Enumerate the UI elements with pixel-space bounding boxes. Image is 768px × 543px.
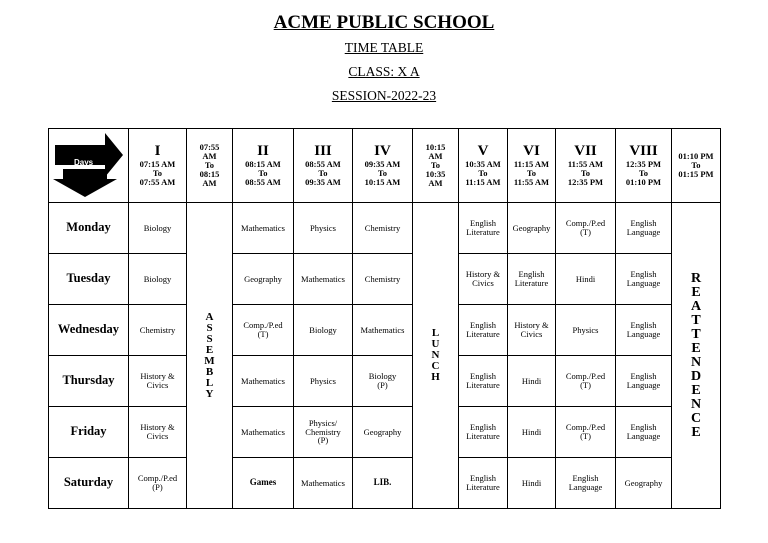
subject-cell bbox=[294, 407, 353, 458]
subject-text: Comp./P.ed bbox=[243, 320, 283, 331]
subject-text: English bbox=[470, 320, 496, 331]
school-name: ACME PUBLIC SCHOOL bbox=[273, 12, 495, 33]
period-header bbox=[672, 129, 721, 203]
break-letter: T bbox=[691, 312, 701, 328]
subject-text: English bbox=[630, 269, 657, 280]
subject-text: Language bbox=[626, 278, 661, 288]
subject-text: Mathematics bbox=[360, 324, 405, 335]
subject-text: (T) bbox=[580, 227, 591, 237]
period-number: VI bbox=[523, 142, 540, 159]
subject-text: Hindi bbox=[521, 375, 542, 386]
subject-cell bbox=[129, 458, 187, 509]
break-letter: C bbox=[431, 360, 440, 372]
period-number: II bbox=[257, 142, 269, 159]
subject-text: Comp./P.ed bbox=[565, 218, 606, 229]
subject-text: English bbox=[630, 422, 657, 433]
period-time: AM bbox=[428, 151, 443, 162]
subject-text: Literature bbox=[466, 431, 500, 441]
subject-text: History & bbox=[140, 422, 175, 433]
subject-cell bbox=[556, 356, 616, 407]
break-letter: R bbox=[690, 270, 702, 286]
day-row bbox=[49, 356, 721, 407]
subject-text: Comp./P.ed bbox=[565, 371, 606, 382]
session-label: SESSION-2022-23 bbox=[331, 88, 437, 103]
subject-text: LIB. bbox=[373, 477, 392, 488]
subject-cell bbox=[294, 254, 353, 305]
subject-cell bbox=[129, 356, 187, 407]
subject-text: Physics bbox=[572, 324, 599, 335]
day-label: Thursday bbox=[49, 356, 129, 407]
timetable bbox=[48, 128, 721, 509]
subject-text: Literature bbox=[466, 482, 500, 492]
period-time: 08:15 AM bbox=[245, 159, 281, 170]
day-label: Friday bbox=[49, 407, 129, 458]
period-time: To bbox=[430, 160, 441, 171]
subject-text: Mathematics bbox=[241, 375, 285, 386]
period-header bbox=[556, 129, 616, 203]
period-time: 01:15 PM bbox=[678, 168, 714, 179]
subject-text: (T) bbox=[580, 431, 591, 441]
period-header bbox=[294, 129, 353, 203]
subject-cell bbox=[353, 305, 413, 356]
class-label: CLASS: X A bbox=[348, 64, 420, 79]
subject-cell bbox=[459, 458, 508, 509]
assembly-break bbox=[187, 203, 233, 509]
period-time: 11:55 AM bbox=[567, 159, 604, 170]
document-title: TIME TABLE bbox=[344, 40, 424, 55]
subject-cell bbox=[233, 458, 294, 509]
day-row bbox=[49, 407, 721, 458]
subject-cell bbox=[353, 407, 413, 458]
subject-cell bbox=[353, 356, 413, 407]
subject-cell bbox=[616, 356, 672, 407]
day-row bbox=[49, 254, 721, 305]
subject-text: Geography bbox=[244, 273, 282, 284]
subject-text: (P) bbox=[152, 482, 163, 492]
day-label: Monday bbox=[49, 203, 129, 254]
subject-text: Biology bbox=[143, 273, 172, 284]
break-letter: E bbox=[691, 382, 701, 398]
subject-cell bbox=[129, 305, 187, 356]
break-letter: C bbox=[690, 410, 702, 426]
period-time: 10:15 bbox=[425, 142, 446, 153]
period-time: 07:55 bbox=[199, 142, 220, 153]
subject-text: History & bbox=[140, 371, 175, 382]
period-time: To bbox=[478, 168, 488, 179]
period-time: To bbox=[258, 168, 268, 179]
subject-cell bbox=[556, 254, 616, 305]
period-time: To bbox=[691, 160, 701, 171]
subject-text: Comp./P.ed bbox=[565, 422, 606, 433]
subject-cell bbox=[616, 203, 672, 254]
break-letter: Y bbox=[205, 387, 214, 400]
subject-cell bbox=[616, 254, 672, 305]
subject-cell bbox=[459, 254, 508, 305]
period-number: VIII bbox=[629, 142, 658, 159]
period-time: 12:35 PM bbox=[625, 159, 662, 170]
subject-cell bbox=[556, 203, 616, 254]
subject-text: Civics bbox=[146, 431, 169, 441]
subject-text: Civics bbox=[520, 329, 543, 339]
subject-text: Language bbox=[568, 482, 603, 492]
subject-text: Chemistry bbox=[305, 426, 341, 437]
subject-text: Mathematics bbox=[301, 273, 345, 284]
subject-cell bbox=[294, 458, 353, 509]
subject-text: Language bbox=[626, 380, 661, 390]
subject-text: English bbox=[518, 269, 545, 280]
subject-cell bbox=[508, 458, 556, 509]
subject-text: Language bbox=[626, 227, 661, 237]
subject-text: English bbox=[630, 371, 657, 382]
subject-text: Literature bbox=[466, 380, 500, 390]
corner-cell bbox=[49, 129, 129, 203]
break-letter: E bbox=[691, 424, 701, 440]
break-letter: S bbox=[206, 332, 213, 345]
break-letter: A bbox=[205, 310, 214, 323]
break-letter: N bbox=[690, 396, 702, 412]
subject-text: Chemistry bbox=[139, 324, 176, 335]
subject-text: Games bbox=[249, 477, 277, 488]
break-letter: E bbox=[691, 284, 701, 300]
subject-text: Geography bbox=[363, 426, 402, 437]
break-letter: S bbox=[206, 321, 213, 334]
subject-text: (P) bbox=[317, 435, 329, 446]
subject-text: Hindi bbox=[521, 477, 542, 488]
subject-text: Physics bbox=[310, 375, 336, 386]
subject-text: Mathematics bbox=[241, 426, 285, 437]
break-letter: U bbox=[431, 338, 440, 350]
subject-cell bbox=[508, 356, 556, 407]
period-number: III bbox=[314, 142, 332, 159]
break-letter: A bbox=[690, 298, 702, 314]
period-time: 01:10 PM bbox=[625, 177, 662, 188]
day-label: Wednesday bbox=[49, 305, 129, 356]
subject-text: Geography bbox=[512, 222, 551, 233]
period-time: 07:15 AM bbox=[139, 159, 176, 170]
period-time: To bbox=[377, 168, 388, 179]
subject-text: Mathematics bbox=[241, 222, 285, 233]
subject-cell bbox=[233, 305, 294, 356]
break-letter: L bbox=[431, 327, 440, 339]
subject-text: Mathematics bbox=[301, 477, 345, 488]
subject-cell bbox=[508, 254, 556, 305]
subject-cell bbox=[459, 407, 508, 458]
period-number: IV bbox=[374, 142, 391, 159]
day-label: Saturday bbox=[49, 458, 129, 509]
subject-text: English bbox=[470, 218, 496, 229]
period-time: To bbox=[580, 168, 591, 179]
period-time: 08:15 bbox=[199, 168, 220, 179]
subject-cell bbox=[459, 356, 508, 407]
subject-cell bbox=[129, 254, 187, 305]
subject-text: Hindi bbox=[575, 273, 596, 284]
period-header bbox=[508, 129, 556, 203]
period-time: 11:15 AM bbox=[513, 159, 550, 170]
subject-text: Geography bbox=[624, 477, 663, 488]
subject-text: Hindi bbox=[521, 426, 542, 437]
period-time: To bbox=[638, 168, 649, 179]
break-letter: E bbox=[691, 340, 701, 356]
period-time: 11:15 AM bbox=[465, 177, 501, 188]
break-letter: N bbox=[690, 354, 702, 370]
break-letter: L bbox=[205, 376, 214, 389]
subject-text: Biology bbox=[368, 371, 397, 382]
subject-text: Chemistry bbox=[364, 222, 401, 233]
subject-text: Civics bbox=[146, 380, 169, 390]
subject-text: (T) bbox=[257, 329, 269, 339]
subject-cell bbox=[353, 254, 413, 305]
subject-text: (T) bbox=[580, 380, 591, 390]
subject-cell bbox=[459, 203, 508, 254]
period-header bbox=[187, 129, 233, 203]
period-time: 01:10 PM bbox=[678, 151, 714, 162]
subject-text: Literature bbox=[466, 329, 500, 339]
period-time: 11:55 AM bbox=[513, 177, 550, 188]
day-row bbox=[49, 203, 721, 254]
subject-cell bbox=[616, 458, 672, 509]
period-number: V bbox=[477, 142, 489, 159]
subject-cell bbox=[616, 407, 672, 458]
subject-text: English bbox=[630, 320, 657, 331]
subject-text: Physics bbox=[310, 222, 336, 233]
subject-text: Language bbox=[626, 329, 661, 339]
subject-text: History & bbox=[514, 320, 549, 331]
header-row bbox=[49, 129, 721, 203]
subject-cell bbox=[233, 203, 294, 254]
period-time: To bbox=[318, 168, 328, 179]
period-time: 12:35 PM bbox=[567, 177, 604, 188]
subject-text: Biology bbox=[309, 324, 337, 335]
period-header bbox=[129, 129, 187, 203]
period-number: VII bbox=[574, 142, 597, 159]
lunch-break bbox=[413, 203, 459, 509]
break-letter: N bbox=[431, 349, 440, 361]
break-letter: B bbox=[205, 365, 214, 378]
subject-cell bbox=[294, 356, 353, 407]
subject-text: Chemistry bbox=[364, 273, 401, 284]
subject-text: English bbox=[630, 218, 657, 229]
subject-cell bbox=[129, 407, 187, 458]
subject-cell bbox=[294, 203, 353, 254]
subject-cell bbox=[353, 203, 413, 254]
period-time: AM bbox=[428, 177, 443, 188]
subject-cell bbox=[294, 305, 353, 356]
subject-cell bbox=[556, 305, 616, 356]
period-time: 07:55 AM bbox=[139, 177, 176, 188]
break-letter: D bbox=[690, 368, 702, 384]
days-label: Days bbox=[74, 158, 94, 167]
day-row bbox=[49, 305, 721, 356]
period-time: 09:35 AM bbox=[364, 159, 401, 170]
subject-text: History & bbox=[465, 269, 501, 280]
period-header bbox=[459, 129, 508, 203]
break-letter: T bbox=[691, 326, 701, 342]
subject-cell bbox=[508, 203, 556, 254]
subject-cell bbox=[233, 407, 294, 458]
period-time: To bbox=[152, 168, 163, 179]
subject-cell bbox=[616, 305, 672, 356]
period-time: To bbox=[526, 168, 537, 179]
day-label: Tuesday bbox=[49, 254, 129, 305]
subject-text: Literature bbox=[466, 227, 500, 237]
subject-text: English bbox=[470, 422, 496, 433]
subject-text: Comp./P.ed bbox=[137, 473, 178, 484]
subject-text: Civics bbox=[472, 278, 494, 288]
subject-cell bbox=[233, 254, 294, 305]
period-time: 08:55 AM bbox=[245, 177, 281, 188]
break-letter: E bbox=[205, 343, 214, 356]
period-header bbox=[353, 129, 413, 203]
period-time: 10:15 AM bbox=[364, 177, 401, 188]
subject-cell bbox=[233, 356, 294, 407]
reattendence-break bbox=[672, 203, 721, 509]
subject-cell bbox=[556, 458, 616, 509]
subject-cell bbox=[353, 458, 413, 509]
period-time: 08:55 AM bbox=[305, 159, 341, 170]
period-time: 10:35 bbox=[425, 168, 446, 179]
subject-cell bbox=[508, 407, 556, 458]
period-time: 09:35 AM bbox=[305, 177, 341, 188]
subject-cell bbox=[508, 305, 556, 356]
subject-text: English bbox=[470, 473, 496, 484]
period-time: AM bbox=[202, 177, 217, 188]
period-time: AM bbox=[202, 151, 217, 162]
subject-text: Literature bbox=[514, 278, 549, 288]
period-time: 10:35 AM bbox=[465, 159, 501, 170]
period-header bbox=[413, 129, 459, 203]
subject-text: English bbox=[470, 371, 496, 382]
subject-text: Physics/ bbox=[308, 417, 338, 428]
period-time: To bbox=[204, 160, 215, 171]
period-header bbox=[233, 129, 294, 203]
subject-cell bbox=[459, 305, 508, 356]
day-row bbox=[49, 458, 721, 509]
break-letter: M bbox=[204, 354, 215, 367]
subject-text: Language bbox=[626, 431, 661, 441]
periods-label: Periods bbox=[69, 135, 99, 144]
subject-cell bbox=[556, 407, 616, 458]
subject-text: Biology bbox=[143, 222, 172, 233]
subject-text: English bbox=[572, 473, 599, 484]
subject-cell bbox=[129, 203, 187, 254]
subject-text: (P) bbox=[377, 380, 388, 390]
period-header bbox=[616, 129, 672, 203]
break-letter: H bbox=[431, 371, 440, 383]
period-number: I bbox=[154, 142, 161, 159]
